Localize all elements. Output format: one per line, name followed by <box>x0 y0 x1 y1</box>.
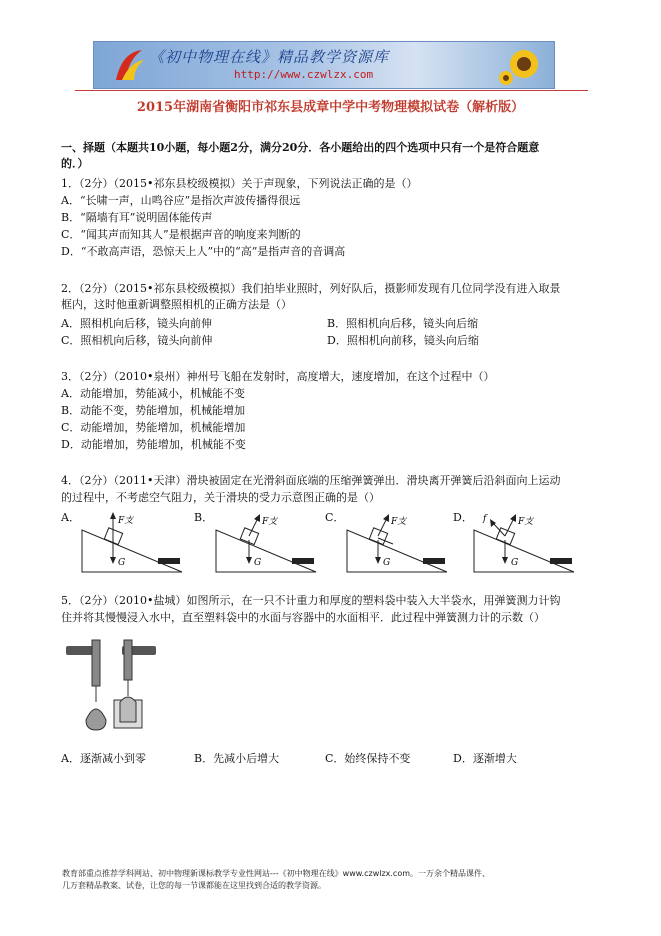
q5-stem: 5．（2分）（2010•盐城）如图所示，在一只不计重力和厚度的塑料袋中装入大半袋水，用弹簧测力计钩 <box>61 594 561 607</box>
q3-option-c: C．动能增加，势能增加，机械能增加 <box>61 421 246 434</box>
section-heading: 一、择题（本题共10小题，每小题2分，满分20分．各小题给出的四个选项中只有一个是符合题意 <box>61 141 540 154</box>
q4-figure-d <box>470 508 578 576</box>
q2-option-d: D．照相机向前移，镜头向后缩 <box>327 334 479 347</box>
spring-icon <box>292 558 314 564</box>
q4-option-a-label: A． <box>61 511 80 524</box>
q5-option-a: A．逐渐减小到零 <box>61 752 146 765</box>
q3-option-d: D．动能增加，势能增加，机械能不变 <box>61 438 246 451</box>
force-label-g: G <box>118 558 126 568</box>
q4-stem: 4．（2分）（2011•天津）滑块被固定在光滑斜面底端的压缩弹簧弹出．滑块离开弹簧后沿斜面向上运动 <box>61 474 561 487</box>
q4-figure-a <box>78 510 186 576</box>
q5-option-b: B．先减小后增大 <box>194 752 280 765</box>
force-label-friction: f <box>483 514 487 524</box>
q5-option-d: D．逐渐增大 <box>453 752 517 765</box>
q2-stem-cont: 框内，这时他重新调整照相机的正确方法是（） <box>61 298 292 311</box>
q2-option-c: C．照相机向后移，镜头向前伸 <box>61 334 213 347</box>
footer-line-2: 几万套精品教案、试卷，让您的每一节课都能在这里找到合适的教学资源。 <box>62 881 326 890</box>
force-label-g: G <box>254 558 262 568</box>
force-label-f: F支 <box>262 517 278 527</box>
q4-figure-c <box>343 510 451 576</box>
force-label-g: G <box>511 558 519 568</box>
sunflower-icon <box>494 44 552 86</box>
force-label-f: F支 <box>518 517 534 527</box>
spring-icon <box>158 558 180 564</box>
header-rule <box>75 90 588 91</box>
q4-option-d-label: D． <box>453 511 473 524</box>
q4-figure-b <box>212 510 320 576</box>
spring-icon <box>423 558 445 564</box>
q2-option-a: A．照相机向后移，镜头向前伸 <box>61 317 212 330</box>
page-title: 2015年湖南省衡阳市祁东县成章中学中考物理模拟试卷（解析版） <box>136 100 525 115</box>
q4-option-c-label: C． <box>325 511 345 524</box>
q5-figure-spring-scales <box>64 632 160 740</box>
section-heading-cont: 的．） <box>61 157 89 170</box>
q1-option-c: C．“闻其声而知其人”是根据声音的响度来判断的 <box>61 228 301 241</box>
q2-stem: 2．（2分）（2015•祁东县校级模拟）我们拍毕业照时，列好队后，摄影师发现有几位同学没有进入取景 <box>61 282 561 295</box>
force-label-f: F支 <box>391 517 407 527</box>
logo-icon <box>112 46 146 84</box>
force-label-f: F支 <box>118 516 134 526</box>
header-banner <box>93 41 555 89</box>
q3-stem: 3．（2分）（2010•泉州）神州号飞船在发射时，高度增大，速度增加，在这个过程中（） <box>61 370 495 383</box>
q4-stem-cont: 的过程中，不考虑空气阻力，关于滑块的受力示意图正确的是（） <box>61 491 380 504</box>
q1-option-b: B．“隔墙有耳”说明固体能传声 <box>61 211 213 224</box>
q4-option-b-label: B． <box>194 511 214 524</box>
q1-option-d: D．“不敢高声语，恐惊天上人”中的“高”是指声音的音调高 <box>61 245 346 258</box>
footer-line-1: 教育部重点推荐学科网站、初中物理新课标教学专业性网站---《初中物理在线》www.czwlzx.com。一万余个精品课件、 <box>62 869 491 878</box>
spring-icon <box>550 558 572 564</box>
q3-option-b: B．动能不变，势能增加，机械能增加 <box>61 404 246 417</box>
force-label-g: G <box>383 558 391 568</box>
q3-option-a: A．动能增加，势能减小，机械能不变 <box>61 387 245 400</box>
q1-option-a: A．“长啸一声，山鸣谷应”是指次声波传播得很远 <box>61 194 301 207</box>
banner-title: 《初中物理在线》精品教学资源库 <box>149 48 390 66</box>
q1-stem: 1．（2分）（2015•祁东县校级模拟）关于声现象，下列说法正确的是（） <box>61 177 418 190</box>
q2-option-b: B．照相机向后移，镜头向后缩 <box>327 317 479 330</box>
banner-url: http://www.czwlzx.com <box>234 68 374 81</box>
q5-option-c: C．始终保持不变 <box>325 752 411 765</box>
q5-stem-cont: 住并将其慢慢浸入水中，直至塑料袋中的水面与容器中的水面相平．此过程中弹簧测力计的示数（） <box>61 611 545 624</box>
